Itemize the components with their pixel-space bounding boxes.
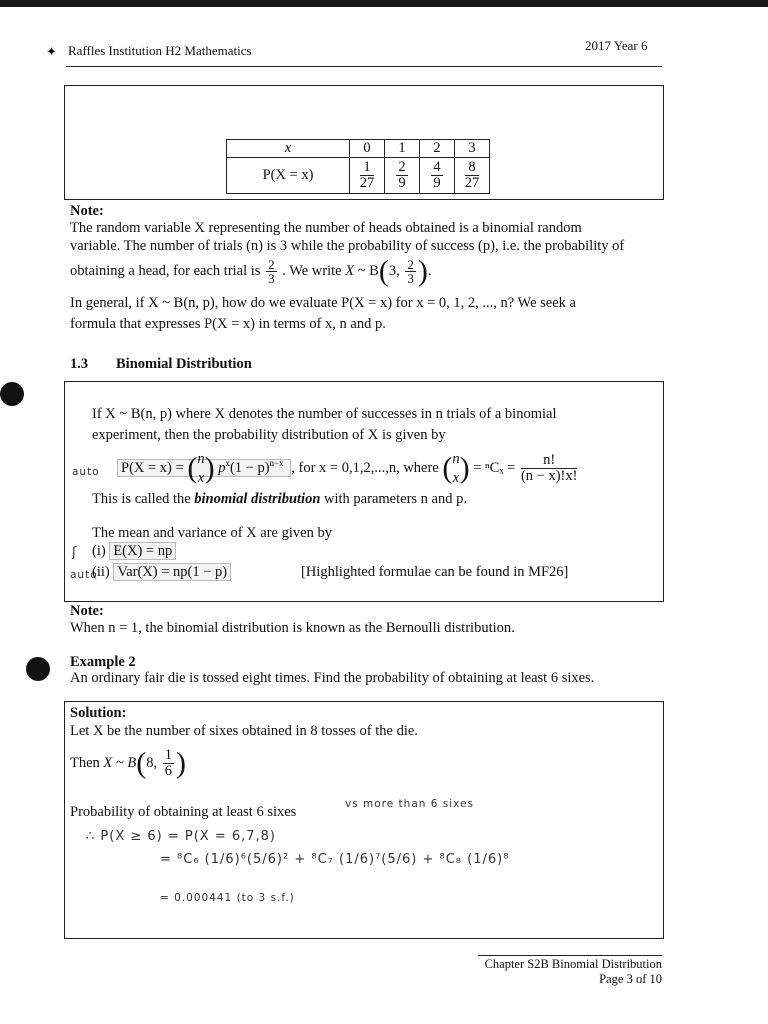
note-line: variable. The number of trials (n) is 3 while the probability of success (p), i.e. the probability of (70, 238, 625, 254)
variance-formula: Var(X) = np(1 − p) (113, 563, 231, 581)
solution-title: Solution: (70, 705, 127, 721)
table-cell: $\frac{1}{27}$ (350, 158, 385, 194)
variance-item: (ii) Var(X) = np(1 − p) (92, 564, 231, 581)
table-cell: 3 (455, 140, 490, 158)
note-line: In general, if X ~ B(n, p), how do we evaluate P(X = x) for x = 0, 1, 2, ..., n? We seek a (70, 295, 576, 311)
table-header-px: P(X = x) (227, 158, 350, 194)
table-cell: $\frac{4}{9}$ (420, 158, 455, 194)
solution-distribution: Then X ~ B(8, $\frac{1}{6}$ ) (70, 746, 186, 780)
footer-page: Page 3 of 10 (599, 972, 662, 986)
mean-item: (i) E(X) = np (92, 543, 176, 560)
note-line: When n = 1, the binomial distribution is known as the Bernoulli distribution. (70, 620, 515, 636)
margin-handwriting: auto (72, 466, 100, 478)
table-cell: 1 (385, 140, 420, 158)
header-right: 2017 Year 6 (585, 38, 648, 53)
margin-bracket-icon: ʃ (72, 545, 78, 560)
mf26-note: [Highlighted formulae can be found in MF26] (301, 564, 569, 580)
mean-formula: E(X) = np (109, 542, 176, 560)
table-row (227, 158, 490, 194)
scan-top-edge (0, 0, 768, 7)
example-text: An ordinary fair die is tossed eight times. Find the probability of obtaining at least 6 sixes. (70, 670, 595, 686)
def-called: This is called the binomial distribution with parameters n and p. (92, 491, 467, 507)
table-cell: $\frac{8}{27}$ (455, 158, 490, 194)
table-cell: 2 (420, 140, 455, 158)
punch-hole-icon (0, 382, 24, 406)
handwritten-working: = ⁸C₆ (1/6)⁶(5/6)² + ⁸C₇ (1/6)⁷(5/6) + ⁸C₈ (1/6)⁸ (160, 852, 510, 867)
note-line: The random variable X representing the number of heads obtained is a binomial random (70, 220, 582, 236)
example-title: Example 2 (70, 654, 136, 670)
solution-prob-text: Probability of obtaining at least 6 sixes (70, 804, 297, 820)
header-left: Raffles Institution H2 Mathematics (68, 43, 252, 58)
punch-hole-icon (26, 657, 50, 681)
def-mean-intro: The mean and variance of X are given by (92, 525, 332, 541)
solution-line: Let X be the number of sixes obtained in 8 tosses of the die. (70, 723, 418, 739)
formula-highlight: P(X = x) = ( n x ) $p^x(1 - p)^{n-x}$ (117, 459, 291, 477)
section-number: 1.3 (70, 356, 89, 372)
table-header-x: x (227, 140, 350, 158)
def-line: If X ~ B(n, p) where X denotes the number of successes in n trials of a binomial (92, 406, 557, 422)
table-cell: $\frac{2}{9}$ (385, 158, 420, 194)
binomial-formula: P(X = x) = ( n x ) $p^x(1 - p)^{n-x}$ , for x = 0,1,2,...,n, where ( n x ) = ⁿCₓ = $\frac{n!}{(n - x)!x!}$ (117, 443, 579, 488)
note-line-fraction: obtaining a head, for each trial is $\frac{2}{3}$ . We write X ~ B(3, $\frac{2}{3}$ ). (70, 254, 432, 288)
note-title: Note: (70, 203, 104, 219)
header-rule (66, 66, 662, 67)
handwritten-working: ∴ P(X ≥ 6) = P(X = 6,7,8) (86, 829, 277, 844)
margin-handwriting: auto (70, 569, 98, 581)
note-line: formula that expresses P(X = x) in terms of x, n and p. (70, 316, 386, 332)
handwritten-note: vs more than 6 sixes (345, 798, 474, 810)
footer-chapter: Chapter S2B Binomial Distribution (484, 957, 662, 971)
note-title: Note: (70, 603, 104, 619)
probability-table (226, 139, 490, 194)
header-bullet-icon: ✦ (46, 44, 57, 59)
section-title: Binomial Distribution (116, 356, 252, 372)
def-line: experiment, then the probability distribution of X is given by (92, 427, 446, 443)
table-row (227, 140, 490, 158)
table-cell: 0 (350, 140, 385, 158)
handwritten-answer: = 0.000441 (to 3 s.f.) (160, 892, 295, 904)
footer-rule (478, 955, 662, 956)
